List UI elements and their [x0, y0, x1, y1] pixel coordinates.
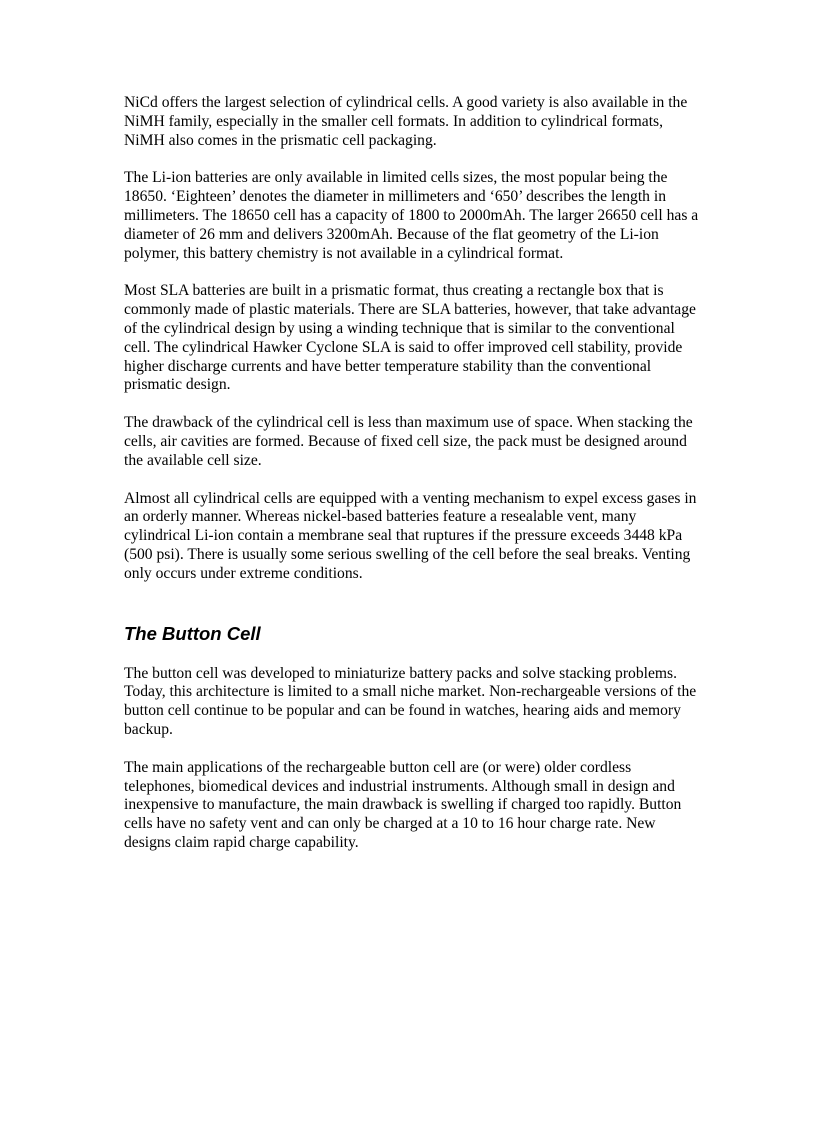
paragraph-venting-mechanism: Almost all cylindrical cells are equipped with a venting mechanism to expel excess gases in an orderly manner. Whereas nickel-based batteries feature a resealable vent, many cylindrical Li-ion contain a membrane seal that ruptures if the pressure exceeds 3448 kPa (500 psi). There is usually some serious swelling of the cell before the seal breaks. Venting only occurs under extreme conditions. — [124, 489, 697, 582]
paragraph-button-cell-intro: The button cell was developed to miniaturize battery packs and solve stacking problems. Today, this architecture is limited to a small niche market. Non-rechargeable versions of the button cell continue to be popular and can be found in watches, hearing aids and memory backup. — [124, 664, 697, 738]
paragraph-cylindrical-selection: NiCd offers the largest selection of cylindrical cells. A good variety is also available in the NiMH family, especially in the smaller cell formats. In addition to cylindrical formats, NiMH also comes in the prismatic cell packaging. — [124, 94, 688, 149]
paragraph-li-ion-sizes: The Li-ion batteries are only available in limited cells sizes, the most popular being the 18650. ‘Eighteen’ denotes the diameter in millimeters and ‘650’ describes the length in millimeters. The 18650 cell has a capacity of 1800 to 2000mAh. The larger 26650 cell has a diameter of 26 mm and delivers 3200mAh. Because of the flat geometry of the Li-ion polymer, this battery chemistry is not available in a cylindrical format. — [124, 169, 699, 262]
page-content — [124, 94, 699, 872]
section-title-button-cell: The Button Cell — [124, 622, 261, 644]
paragraph-button-cell-applications: The main applications of the rechargeable button cell are (or were) older cordless telephones, biomedical devices and industrial instruments. Although small in design and inexpensive to manufacture, the main drawback is swelling if charged too rapidly. Button cells have no safety vent and can only be charged at a 10 to 16 hour charge rate. New designs claim rapid charge capability. — [124, 758, 682, 851]
paragraph-sla-format: Most SLA batteries are built in a prismatic format, thus creating a rectangle box that is commonly made of plastic materials. There are SLA batteries, however, that take advantage of the cylindrical design by using a winding technique that is similar to the conventional cell. The cylindrical Hawker Cyclone SLA is said to offer improved cell stability, provide higher discharge currents and have better temperature stability than the conventional prismatic design. — [124, 282, 696, 394]
paragraph-cylindrical-drawback: The drawback of the cylindrical cell is less than maximum use of space. When stacking the cells, air cavities are formed. Because of fixed cell size, the pack must be designed around the available cell size. — [124, 414, 693, 469]
